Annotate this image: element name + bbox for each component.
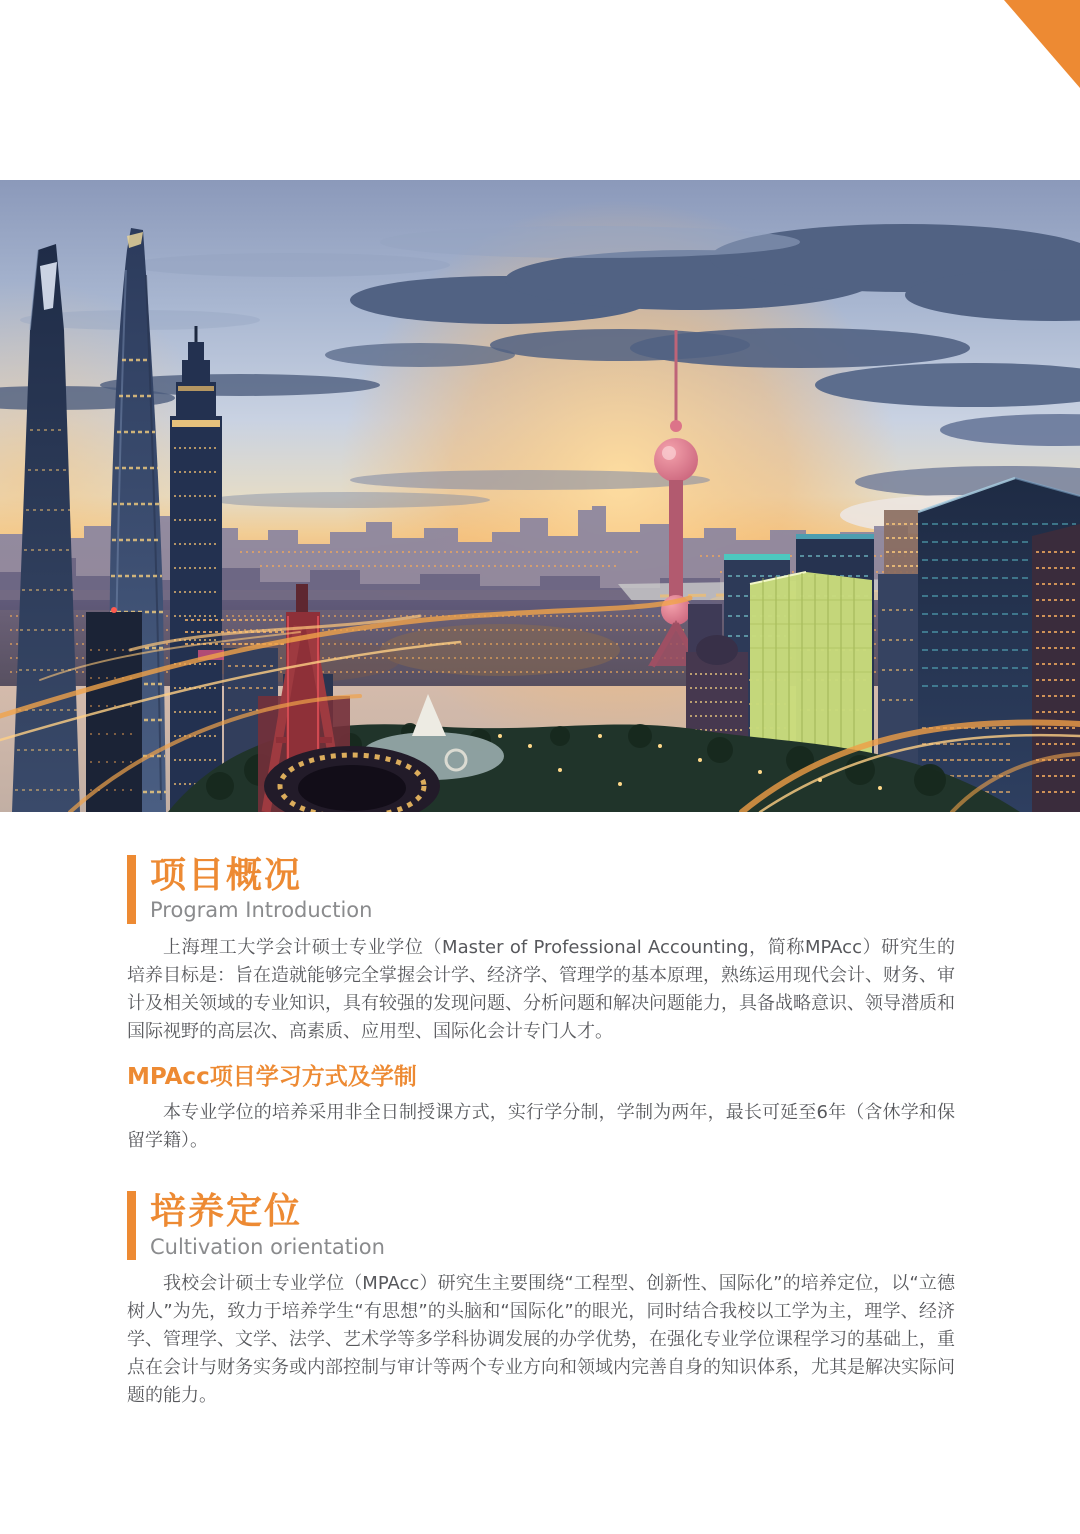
page-content [127,855,955,1410]
section-header [127,1191,955,1260]
section-accent-bar [127,1191,136,1260]
shanghai-skyline-illustration [0,180,1080,812]
section-title-en: Program Introduction [150,898,373,923]
section-titles [150,855,372,924]
paragraph: 我校会计硕士专业学位（MPAcc）研究生主要围绕“工程型、创新性、国际化”的培养定位，以“立德树人”为先，致力于培养学生“有思想”的头脑和“国际化”的眼光，同时结合我校以工学为主，理学、经济学、管理学、文学、法学、艺术学等多学科协调发展的办学优势，在强化专业学位课程学习的基础上，重点在会计与财务实务或内部控制与审计等两个专业方向和领域内完善自身的知识体系，尤其是解决实际问题的能力。 [127,1272,955,1406]
section-header [127,855,955,924]
shanghai-skyline-photo [0,180,1080,812]
section-title-en: Cultivation orientation [150,1234,385,1259]
section-titles [150,1191,385,1260]
paragraph: 本专业学位的培养采用非全日制授课方式，实行学分制，学制为两年，最长可延至6年（含休学和保留学籍）。 [127,1102,955,1152]
section-cultivation-orientation [127,1191,955,1410]
section-title-zh: 项目概况 [150,855,303,896]
corner-accent-triangle [1004,0,1080,88]
subsection-heading: MPAcc项目学习方式及学制 [127,1063,417,1090]
paragraph: 上海理工大学会计硕士专业学位（Master of Professional Accounting，简称MPAcc）研究生的培养目标是：旨在造就能够完全掌握会计学、经济学、管理学的基本原理，熟练运用现代会计、财务、审计及相关领域的专业知识，具有较强的发现问题、分析问题和解决问题能力，具备战略意识、领导潜质和国际视野的高层次、高素质、应用型、国际化会计专门人才。 [127,936,955,1042]
section-program-introduction [127,855,955,1155]
section-accent-bar [127,855,136,924]
section-title-zh: 培养定位 [150,1191,303,1233]
